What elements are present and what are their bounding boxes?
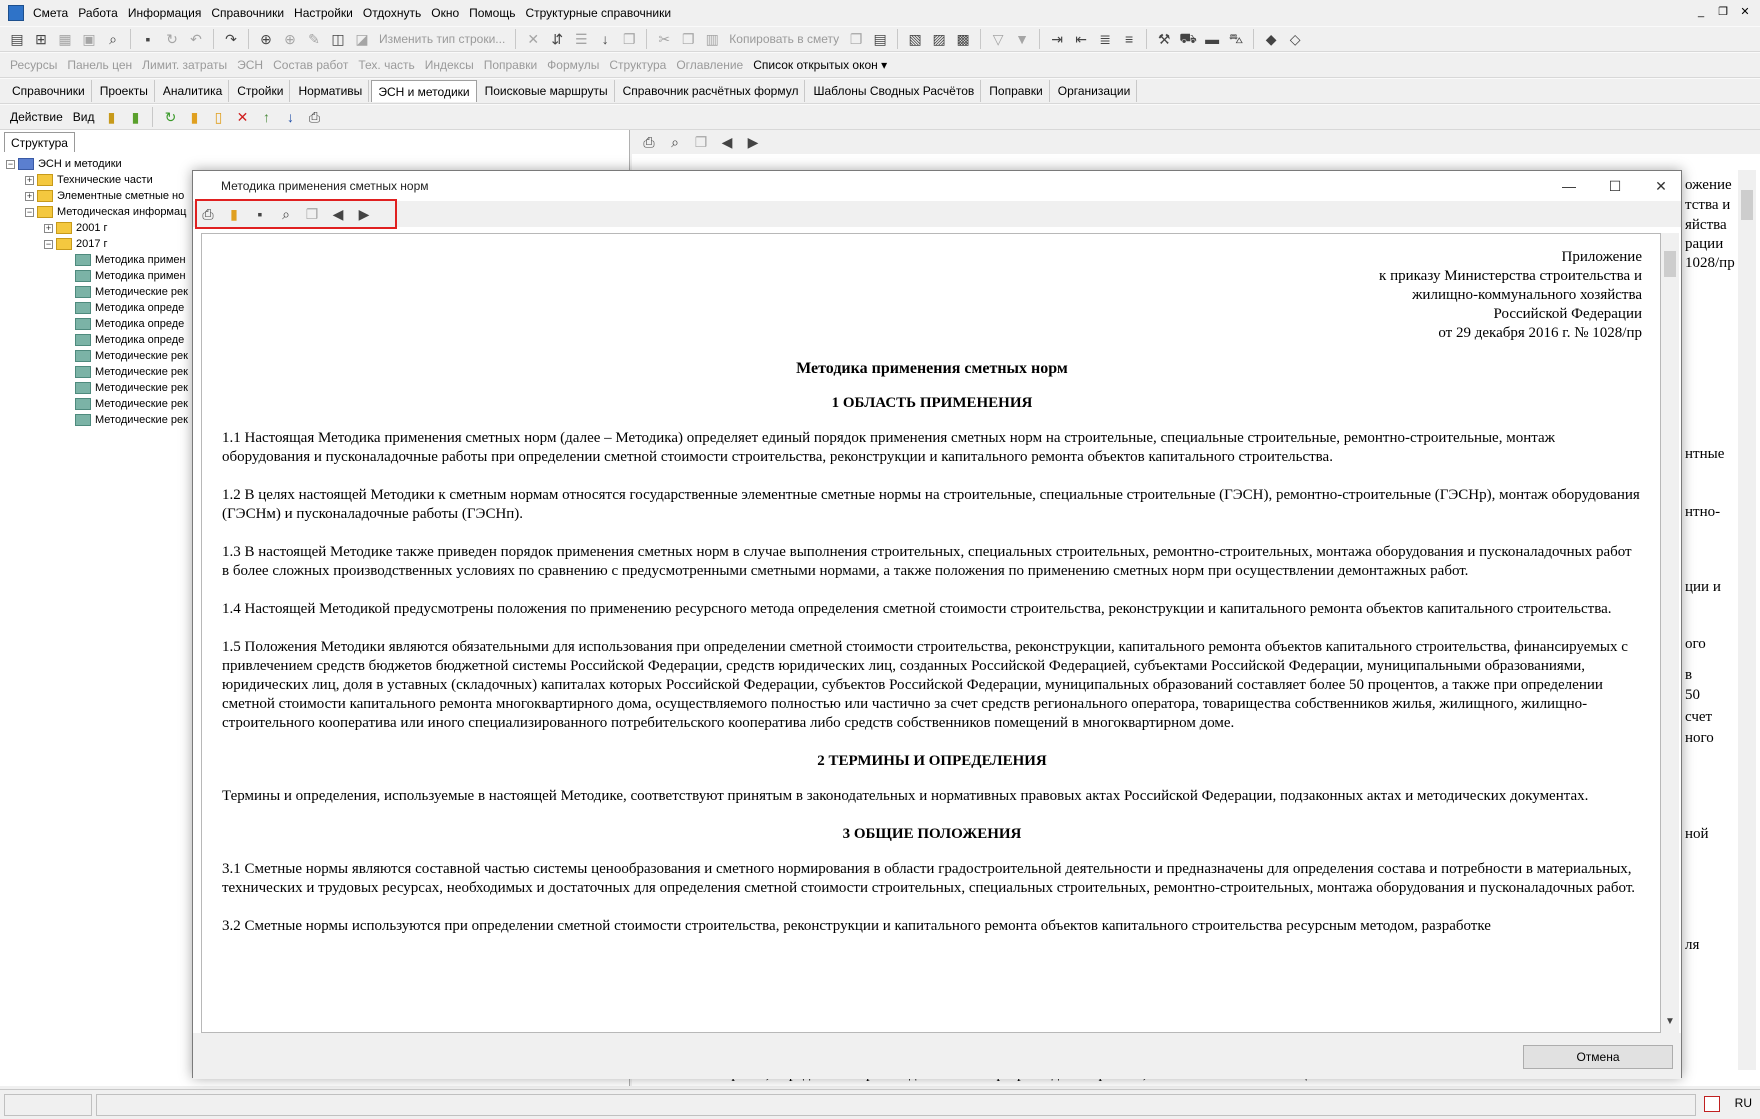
tree-item[interactable] [6,252,188,268]
tree-item-label: Элементные сметные но [57,190,185,202]
menu-smeta[interactable]: Смета [33,6,69,20]
doc-icon [75,382,91,394]
background-text-fragment: тства и [1685,197,1731,213]
status-cell [96,1094,1696,1116]
doc-icon [75,286,91,298]
move-icon[interactable]: ⇵ [551,30,564,47]
separator [897,29,898,49]
transport-icon[interactable]: ⛍ [1228,29,1244,46]
copy-icon[interactable]: ❐ [305,205,319,222]
background-text-fragment: ного [1685,730,1714,746]
tree-item-label: Методическая информац [57,206,187,218]
clone-icon[interactable]: ❐ [849,30,863,47]
panel-indeksy[interactable]: Индексы [424,58,474,72]
cancel-button[interactable]: Отмена [1523,1045,1673,1069]
separator [515,29,516,49]
tab-spravochnik-formul[interactable]: Справочник расчётных формул [617,80,806,102]
folder-icon [56,222,72,234]
insert-section-icon[interactable]: ⊕ [284,30,296,47]
tree-item[interactable] [6,268,188,284]
layers-icon[interactable]: ☰ [575,30,588,47]
background-text-fragment: нтно- [1685,504,1721,520]
separator [152,107,153,127]
panel-popravki[interactable]: Поправки [483,58,538,72]
background-text-fragment: счет [1685,709,1713,725]
delete-icon[interactable]: ✕ [527,30,540,47]
tree-item[interactable] [6,188,188,204]
appendix-line-5: от 29 декабря 2016 г. № 1028/пр [1438,325,1642,341]
open-folder-icon[interactable]: ▮ [230,205,238,222]
tree-item-label: ЭСН и методики [38,158,122,170]
tree-item-label: Методика примен [95,254,186,266]
panel-oglavlenie[interactable]: Оглавление [676,58,744,72]
calc-icon[interactable]: ▣ [82,30,96,47]
scroll-down-icon[interactable]: ▼ [1665,1016,1675,1027]
find-icon[interactable]: ⌕ [282,205,290,222]
expand-icon[interactable]: + [26,190,33,201]
tree-item[interactable] [6,316,188,332]
tree-item[interactable] [6,348,188,364]
section-heading: 3 ОБЩИЕ ПОЛОЖЕНИЯ [842,826,1022,842]
doc-icon [75,414,91,426]
copy-to-estimate-button[interactable]: Копировать в смету [729,32,840,46]
appendix-line-3: жилищно-коммунального хозяйства [1412,287,1642,303]
view-menu[interactable]: Вид [72,110,95,124]
tree-item-label: Методика примен [95,270,186,282]
tree-item[interactable] [6,412,188,428]
panel-formuly[interactable]: Формулы [547,58,600,72]
dialog-titlebar[interactable] [193,171,1681,201]
tab-proekty[interactable]: Проекты [94,80,155,102]
expand-icon[interactable]: + [26,174,33,185]
close-icon[interactable]: ✕ [1740,6,1750,18]
background-text-fragment: ля [1685,937,1700,953]
change-line-type-button[interactable]: Изменить тип строки... [379,32,506,46]
forward-arrow-icon[interactable]: ▶ [747,133,759,150]
background-text-fragment: в [1685,667,1693,683]
tab-organizatsii[interactable]: Организации [1052,80,1138,102]
app-icon [8,5,24,21]
statusbar [0,1089,1760,1119]
back-arrow-icon[interactable]: ◀ [332,205,344,222]
paste-icon[interactable]: ▥ [705,30,719,47]
folder-icon [37,174,53,186]
undo-icon[interactable]: ↶ [190,30,202,47]
clipboard-icon[interactable]: ▤ [873,30,887,47]
paragraph: 1.2 В целях настоящей Методики к сметным нормам относятся государственные элементные сметные нормы на строительные, специальные строительные (ГЭСН), ремонтно-строительные (ГЭСНр), монтаж оборудования (ГЭСНм) и пусконаладочные работы (ГЭСНп). [222,487,1640,522]
background-text-fragment: ого [1685,636,1706,652]
tab-stroyki[interactable]: Стройки [231,80,290,102]
find-icon[interactable]: ⌕ [109,30,117,47]
insert-row-icon[interactable]: ⊕ [260,30,272,47]
background-text-fragment: ожение [1685,177,1732,193]
folder-green-icon[interactable]: ▮ [131,108,140,125]
doc-icon [75,318,91,330]
appendix-line-4: Российской Федерации [1493,306,1642,322]
tab-analitika[interactable]: Аналитика [157,80,229,102]
new-folder-icon[interactable]: ▮ [190,108,199,125]
tree-item-label: Методика опреде [95,334,185,346]
section-heading: 2 ТЕРМИНЫ И ОПРЕДЕЛЕНИЯ [817,753,1047,769]
tree-toolbar [0,104,1760,130]
tab-poiskovye-marshruty[interactable]: Поисковые маршруты [479,80,615,102]
open-windows-label: Список открытых окон [753,58,878,72]
paragraph: 1.4 Настоящей Методикой предусмотрены положения по применению ресурсного метода определения сметной стоимости строительства, реконструкции и капитального ремонта объектов капитального строительства. [222,601,1612,617]
menubar [0,0,1760,26]
catalog-icon[interactable]: ▧ [908,30,922,47]
background-text-fragment: 50 [1685,687,1700,703]
tree-item[interactable] [6,284,188,300]
menu-otdokhnut[interactable]: Отдохнуть [362,6,422,20]
tree-item-label: 2017 г [76,238,108,250]
panels-toolbar [0,52,1760,78]
tree-item[interactable] [6,220,188,236]
menu-strukturnye[interactable]: Структурные справочники [525,6,672,20]
back-arrow-icon[interactable]: ◀ [721,133,733,150]
no-network-icon [1704,1096,1720,1112]
root-icon [18,158,34,170]
folder-up-icon[interactable]: ▮ [107,108,116,125]
grid-icon[interactable]: ▦ [58,30,72,47]
dialog-footer [193,1033,1681,1079]
filter-icon[interactable]: ▽ [992,30,1004,47]
redo-icon[interactable]: ↷ [225,30,237,47]
appendix-line-1: Приложение [1561,249,1642,265]
open-windows-dropdown[interactable] [749,58,891,72]
paragraph: 3.2 Сметные нормы используются при определении сметной стоимости строительства, реконструкции и капитального ремонта объектов капитального строительства ресурсным методом, разработке [222,918,1491,934]
panel-sostav-rabot[interactable]: Состав работ [273,58,349,72]
separator [646,29,647,49]
find-icon[interactable]: ⌕ [671,133,679,150]
materials-icon[interactable]: ▬ [1205,31,1220,47]
dialog-toolbar [193,201,1681,227]
menu-pomoshch[interactable]: Помощь [469,6,516,20]
folder-icon [56,238,72,250]
tree-item[interactable] [6,380,188,396]
doc-icon [75,350,91,362]
doc-icon [75,366,91,378]
tree-item-label: Методические рек [95,366,188,378]
new-doc-icon[interactable]: ▯ [214,108,223,125]
doc-icon [75,334,91,346]
document-content [201,233,1661,1033]
tab-spravochniki[interactable]: Справочники [6,80,92,102]
tree-item[interactable] [6,156,188,172]
tractor-icon[interactable]: ⛟ [1179,29,1197,46]
main-toolbar [0,26,1760,52]
document-title: Методика применения сметных норм [796,360,1068,377]
tree-item-label: Методические рек [95,286,188,298]
paragraph: Термины и определения, используемые в настоящей Методике, соответствуют принятым в законодательных и нормативных правовых актах Российской Федерации, подзаконных актах и методических документах. [222,788,1589,804]
paragraph: 1.3 В настоящей Методике также приведен порядок применения сметных норм в случае выполнения строительных, специальных строительных, ремонтно-строительных, монтажа оборудования и пусконаладочных работ в более сложных производственных условиях по сравнению с предусмотренными сметными нормами, а также положения по применению сметных норм при осуществлении демонтажных работ. [222,544,1632,579]
minimize-icon[interactable]: — [1562,178,1576,194]
action-menu[interactable]: Действие [10,110,63,124]
tree-item-label: 2001 г [76,222,108,234]
separator [1253,29,1254,49]
doc-icon [75,270,91,282]
appendix-line-2: к приказу Министерства строительства и [1379,268,1642,284]
price-icon[interactable]: ▨ [932,30,946,47]
print-icon[interactable]: ⎙ [643,133,655,150]
tree-item[interactable] [6,172,188,188]
separator [1039,29,1040,49]
list-icon[interactable]: ≣ [1099,30,1111,47]
folder-icon [37,190,53,202]
down-arrow-icon[interactable]: ↓ [601,31,609,47]
menu-nastroyki[interactable]: Настройки [294,6,353,20]
comment-icon[interactable]: ✎ [308,30,320,47]
menu-rabota[interactable]: Работа [78,6,118,20]
paragraph: 1.5 Положения Методики являются обязательными для использования при определении сметной стоимости строительства, реконструкции, капитального ремонта объектов капитального строительства, финансируемых с привлечением средств бюджетов бюджетной системы Российской Федерации, средств юридических лиц, созданных Российской Федерацией, субъектами Российской Федерации, муниципальными образованиями, юридических лиц, доля в уставных (складочных) капиталах которых Российской Федерации, субъектов Российской Федерации, муниципальных образований составляет более 50 процентов, а также при определении сметной стоимости капитального ремонта многоквартирного дома, осуществляемого полностью или частично за счет средств регионального оператора, товарищества собственников жилья, жилищного, жилищно-строительного кооператива или иного специализированного потребительского кооператива либо средств собственников помещений в многоквартирном доме. [222,639,1628,731]
copy-icon[interactable]: ❐ [694,133,708,150]
tree-item-label: Методика опреде [95,302,185,314]
car-icon[interactable]: ◫ [331,30,345,47]
panel-struktura[interactable]: Структура [609,58,667,72]
section-heading: 1 ОБЛАСТЬ ПРИМЕНЕНИЯ [831,395,1033,411]
background-text-fragment: рации [1685,236,1724,252]
background-text-fragment: яйства [1685,217,1727,233]
separator [213,29,214,49]
tree-item-label: Методические рек [95,382,188,394]
print-icon[interactable]: ⎙ [308,108,321,125]
doc-icon [75,398,91,410]
background-text-fragment: ции и [1685,579,1721,595]
separator [248,29,249,49]
scroll-thumb[interactable] [1664,251,1676,277]
minimize-icon[interactable]: _ [1697,6,1705,18]
background-scrollbar[interactable] [1738,170,1756,1070]
panel-esn[interactable]: ЭСН [237,58,264,72]
structure-tree [6,156,188,428]
tree-item-label: Методические рек [95,398,188,410]
tab-normativy[interactable]: Нормативы [292,80,369,102]
scroll-thumb[interactable] [1741,190,1753,220]
separator [1146,29,1147,49]
move-up-icon[interactable]: ↑ [262,109,270,125]
panel-tekh-chast[interactable]: Тех. часть [358,58,415,72]
tree-item[interactable] [6,364,188,380]
book-pink-icon[interactable]: ◆ [1265,30,1277,47]
restore-icon[interactable]: ❐ [1718,6,1728,18]
tree-item[interactable] [6,396,188,412]
book-blue-icon[interactable]: ◇ [1289,30,1301,47]
tree-item[interactable] [6,236,188,252]
refresh-icon[interactable]: ↻ [166,30,178,47]
document-view-toolbar [632,130,1760,154]
panel-resursy[interactable]: Ресурсы [10,58,58,72]
chevron-down-icon: ▾ [881,58,888,72]
background-text-fragment: ной [1685,826,1709,842]
filter-clear-icon[interactable]: ▼ [1015,31,1030,47]
tab-struktura[interactable]: Структура [4,132,75,152]
module-tabs [0,78,1760,104]
dialog-title: Методика применения сметных норм [221,179,429,193]
separator [130,29,131,49]
panel-tsen[interactable]: Панель цен [67,58,133,72]
mdi-window-controls [1692,4,1754,20]
background-text-fragment: 1028/пр [1685,255,1735,271]
collapse-icon[interactable]: − [7,158,14,169]
copy-icon[interactable]: ❐ [682,30,695,47]
cut-icon[interactable]: ✂ [658,30,671,47]
norm-icon[interactable]: ▩ [956,30,970,47]
list-down-icon[interactable]: ≡ [1125,31,1134,47]
tab-popravki[interactable]: Поправки [983,80,1049,102]
tree-item-label: Методические рек [95,414,188,426]
document-body [202,234,1660,936]
maximize-icon[interactable]: ☐ [1608,178,1622,194]
tree-icon[interactable]: ⊞ [35,30,47,47]
forward-arrow-icon[interactable]: ▶ [358,205,370,222]
hammer-icon[interactable]: ⚒ [1157,30,1171,47]
menu-informatsiya[interactable]: Информация [127,6,202,20]
close-icon[interactable]: ✕ [1655,178,1667,194]
tab-esn-i-metodiki[interactable]: ЭСН и методики [371,80,476,102]
language-indicator: RU [1734,1096,1752,1110]
background-text-fragment: нтные [1685,446,1725,462]
tree-item-label: Технические части [57,174,153,186]
menu-spravochniki[interactable]: Справочники [211,6,285,20]
print-icon[interactable]: ⎙ [202,205,214,222]
document-dialog [192,170,1682,1078]
expand-icon[interactable]: + [45,222,52,233]
paragraph: 1.1 Настоящая Методика применения сметных норм (далее – Методика) определяет единый порядок применения сметных норм на строительные, специальные строительные, ремонтно-строительные, монтаж оборудования и пусконаладочные работы при определении сметной стоимости строительства, реконструкции и капитального ремонта объектов капитального строительства. [222,430,1555,465]
document-scrollbar[interactable] [1661,233,1679,1033]
collapse-icon[interactable]: − [26,206,33,217]
tree-item[interactable] [6,332,188,348]
save-icon[interactable]: ▪ [145,31,151,47]
doc-icon [75,302,91,314]
copy-row-icon[interactable]: ❐ [623,30,636,47]
folder-icon [37,206,53,218]
menu-okno[interactable]: Окно [431,6,460,20]
add-icon[interactable]: ▤ [10,30,24,47]
outdent-icon[interactable]: ⇤ [1075,30,1087,47]
doc-icon [75,254,91,266]
save-icon[interactable]: ▪ [257,206,263,222]
move-down-icon[interactable]: ↓ [286,109,294,125]
toolbar-highlight [195,199,397,229]
panel-limit[interactable]: Лимит. затраты [142,58,228,72]
tree-item-label: Методические рек [95,350,188,362]
tree-item[interactable] [6,204,188,220]
delete-red-icon[interactable]: ✕ [236,108,249,125]
separator [980,29,981,49]
indent-icon[interactable]: ⇥ [1051,30,1063,47]
refresh-green-icon[interactable]: ↻ [164,108,177,125]
tree-item[interactable] [6,300,188,316]
tab-shablony[interactable]: Шаблоны Сводных Расчётов [807,80,981,102]
collapse-icon[interactable]: − [45,238,52,249]
paragraph: 3.1 Сметные нормы являются составной частью системы ценообразования и сметного нормирования в области градостроительной деятельности и предназначены для определения состава и потребности в материальных, технических и трудовых ресурсах, необходимых и достаточных для определения сметной стоимости строительных, специальных строительных, ремонтно-строительных, монтажа оборудования и пусконаладочных работ. [222,861,1636,896]
truck-icon[interactable]: ◪ [355,30,369,47]
status-cell [4,1094,92,1116]
tree-item-label: Методика опреде [95,318,185,330]
